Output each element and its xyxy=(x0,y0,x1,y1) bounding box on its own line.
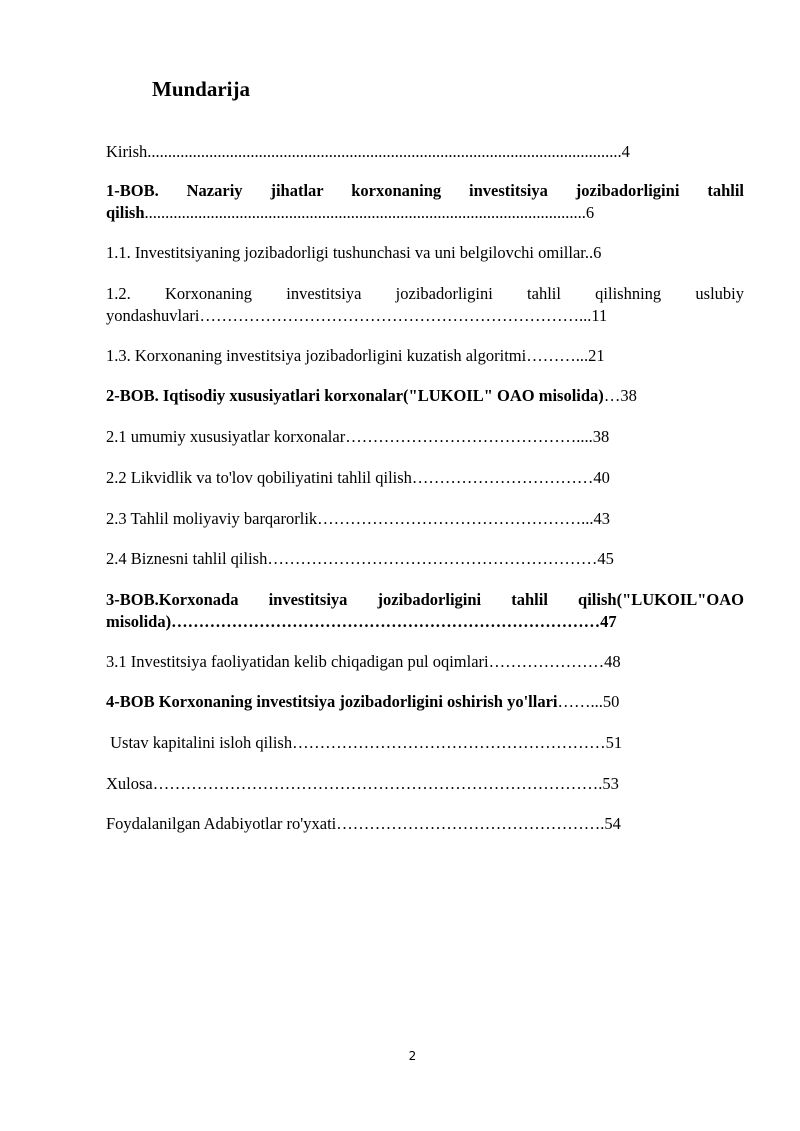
toc-entry-chapter-3[interactable] xyxy=(106,589,744,633)
toc-page-number: 54 xyxy=(604,814,621,833)
toc-entry-2-3[interactable] xyxy=(106,508,610,530)
toc-leader: …………………………… xyxy=(411,468,594,487)
toc-page-number: 51 xyxy=(605,733,623,752)
toc-leader: …………………………………………………………………… xyxy=(171,612,601,631)
toc-entry-chapter-4[interactable] xyxy=(106,691,619,713)
toc-entry-text: 3-BOB.Korxonada investitsiya jozibadorligini tahlil qilish("LUKOIL"OAO xyxy=(106,590,744,609)
toc-page-number: 40 xyxy=(593,468,610,487)
toc-page-number: 50 xyxy=(602,692,620,711)
toc-entry-2-2[interactable] xyxy=(106,467,610,489)
toc-page-number: 45 xyxy=(597,549,614,568)
toc-entry-text: 4-BOB Korxonaning investitsiya jozibadorligini oshirish yo'llari xyxy=(106,692,558,711)
toc-entry-text-continued: yondashuvlari xyxy=(106,306,200,325)
toc-entry-text: 3.1 Investitsiya faoliyatidan kelib chiqadigan pul oqimlari xyxy=(106,652,489,671)
toc-entry-ustav-kapitali[interactable] xyxy=(106,732,622,754)
toc-leader: … xyxy=(603,386,621,405)
toc-leader: ………………………………………………………………………. xyxy=(152,774,603,793)
toc-page-number: 11 xyxy=(591,306,608,325)
page-title: Mundarija xyxy=(152,77,251,101)
toc-page-number: 38 xyxy=(620,386,637,405)
toc-entry-text: 1.3. Korxonaning investitsiya jozibadorligini kuzatish algoritmi xyxy=(106,346,527,365)
toc-page-number: 43 xyxy=(593,509,611,528)
toc-page-number: 38 xyxy=(592,427,610,446)
toc-entry-text: Foydalanilgan Adabiyotlar ro'yxati xyxy=(106,814,337,833)
toc-entry-text: Kirish xyxy=(106,142,148,161)
toc-entry-text: 1.2. Korxonaning investitsiya jozibadorligini tahlil qilishning uslubiy xyxy=(106,284,744,303)
toc-entry-2-1[interactable] xyxy=(106,426,609,448)
toc-entry-text: Xulosa xyxy=(106,774,153,793)
toc-entry-text: 2-BOB. Iqtisodiy xususiyatlari korxonalar("LUKOIL" OAO misolida) xyxy=(106,386,604,405)
toc-page-number: 21 xyxy=(588,346,605,365)
toc-entry-3-1[interactable] xyxy=(106,651,621,673)
toc-page-number: 53 xyxy=(602,774,619,793)
toc-page-number: 4 xyxy=(621,142,630,161)
toc-leader: …………………………………………………… xyxy=(267,549,598,568)
toc-entry-kirish[interactable] xyxy=(106,141,630,163)
toc-leader: ………... xyxy=(526,346,589,365)
toc-entry-text: 2.2 Likvidlik va to'lov qobiliyatini tahlil qilish xyxy=(106,468,412,487)
toc-entry-1-2[interactable] xyxy=(106,283,744,327)
toc-entry-1-1[interactable] xyxy=(106,242,601,264)
toc-leader: …………………………………….... xyxy=(345,427,593,446)
toc-page-number: 6 xyxy=(585,203,595,222)
toc-entry-text: 1.1. Investitsiyaning jozibadorligi tushunchasi va uni belgilovchi omillar.. xyxy=(106,243,594,262)
toc-entry-text-continued: misolida) xyxy=(106,612,172,631)
toc-entry-text: 1-BOB. Nazariy jihatlar korxonaning investitsiya jozibadorligini tahlil xyxy=(106,181,744,200)
toc-entry-chapter-2[interactable] xyxy=(106,385,637,407)
toc-entry-text: Ustav kapitalini isloh qilish xyxy=(106,733,293,752)
toc-entry-1-3[interactable] xyxy=(106,345,605,367)
toc-page-number: 47 xyxy=(600,612,617,631)
toc-entry-chapter-1[interactable] xyxy=(106,180,744,224)
toc-entry-xulosa[interactable] xyxy=(106,773,619,795)
toc-page-number: 48 xyxy=(604,652,621,671)
toc-leader: ........................................................................................................... xyxy=(144,203,586,222)
toc-leader: ……………………………………………………………... xyxy=(199,306,592,325)
toc-entry-adabiyotlar[interactable] xyxy=(106,813,621,835)
toc-leader: …………………………………………. xyxy=(336,814,605,833)
toc-leader: …………………………………………... xyxy=(317,509,594,528)
toc-entry-text-continued: qilish xyxy=(106,203,145,222)
toc-entry-text: 2.4 Biznesni tahlil qilish xyxy=(106,549,268,568)
toc-leader: ………………… xyxy=(488,652,605,671)
toc-entry-text: 2.1 umumiy xususiyatlar korxonalar xyxy=(106,427,346,446)
toc-leader: ………………………………………………… xyxy=(292,733,606,752)
toc-leader: ……... xyxy=(557,692,603,711)
toc-page-number: 6 xyxy=(593,243,602,262)
toc-leader: ................................................................................................................... xyxy=(147,142,622,161)
page-number: 2 xyxy=(408,1049,417,1063)
toc-entry-text: 2.3 Tahlil moliyaviy barqarorlik xyxy=(106,509,318,528)
toc-entry-2-4[interactable] xyxy=(106,548,614,570)
